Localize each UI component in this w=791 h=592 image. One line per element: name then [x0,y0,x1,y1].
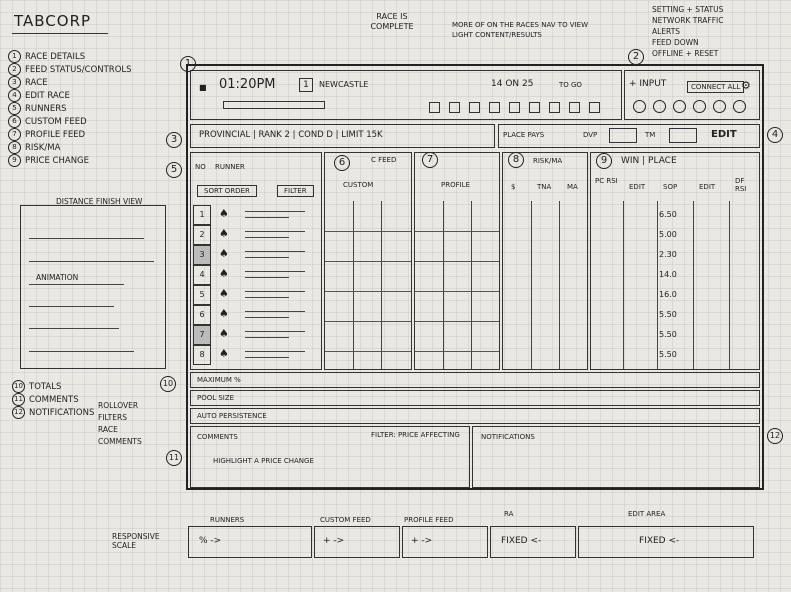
marker-9: 9 [596,153,612,169]
sop-values [659,205,693,365]
scale-head: RA [504,510,514,518]
totals-label: MAXIMUM % [197,376,241,384]
feed-indicator[interactable] [693,100,706,113]
win-col: EDIT [699,183,716,191]
legend-secondary [12,380,94,419]
runners-header-name: RUNNER [215,163,245,171]
comments-panel [190,426,470,488]
scale-cell: % -> [188,526,312,558]
runner-silk-icon: ♠ [219,307,229,320]
marker-12: 12 [767,428,783,444]
runner-silk-icon: ♠ [219,327,229,340]
tm-label: TM [645,131,656,139]
dvp-label: DVP [583,131,598,139]
settings-note: SETTING + STATUS NETWORK TRAFFIC ALERTS FEED DOWN OFFLINE + RESET [652,5,724,58]
legend-item: 3 RACE [8,76,132,89]
runner-silk-icon: ♠ [219,227,229,240]
runner-silk-icon: ♠ [219,267,229,280]
race-nav-button[interactable] [449,102,460,113]
marker-11: 11 [166,450,182,466]
risk-col: MA [567,183,578,191]
sop-value[interactable]: 5.50 [659,310,677,319]
profile-feed-panel [414,152,500,370]
race-nav-button[interactable] [569,102,580,113]
custom-feed-panel [324,152,412,370]
legend-item: 9 PRICE CHANGE [8,154,132,167]
notifications-title: NOTIFICATIONS [481,433,535,441]
race-details-panel [190,70,622,120]
edit-race-panel [498,124,760,148]
runner-silk-icon: ♠ [219,247,229,260]
scale-cell: FIXED <- [490,526,576,558]
legend-item: 5 RUNNERS [8,102,132,115]
responsive-scale-label: RESPONSIVE SCALE [112,532,160,550]
marker-4: 4 [767,127,783,143]
custom-feed-title: C FEED [371,156,397,164]
legend-item: 12 NOTIFICATIONS [12,406,94,419]
runner-row[interactable]: 3 ♠ [193,245,319,265]
marker-2: 2 [628,49,644,65]
race-nav-button[interactable] [489,102,500,113]
scale-cell: FIXED <- [578,526,754,558]
win-col: EDIT [629,183,646,191]
runner-silk-icon: ♠ [219,287,229,300]
sop-value[interactable]: 5.00 [659,230,677,239]
animation-note: ANIMATION [36,273,79,282]
totals-label: AUTO PERSISTENCE [197,412,267,420]
race-info-text: PROVINCIAL | RANK 2 | COND D | LIMIT 15K [199,130,383,140]
sort-order-button[interactable]: SORT ORDER [197,185,257,197]
comment-item[interactable]: HIGHLIGHT A PRICE CHANGE [213,457,314,465]
place-pays-label: PLACE PAYS [503,131,545,139]
feed-indicator[interactable] [653,100,666,113]
runners-panel [190,152,322,370]
marker-8: 8 [508,152,524,168]
legend-sub-list: ROLLOVER FILTERS RACE COMMENTS [98,401,142,446]
sop-value[interactable]: 5.50 [659,330,677,339]
race-info-panel [190,124,495,148]
scale-cell: + -> [402,526,488,558]
marker-10: 10 [160,376,176,392]
runner-row[interactable]: 8 ♠ [193,345,319,365]
legend-item: 4 EDIT RACE [8,89,132,102]
notifications-panel [472,426,760,488]
price-change-panel [590,152,760,370]
legend-item: 6 CUSTOM FEED [8,115,132,128]
runner-silk-icon: ♠ [219,207,229,220]
scale-head: CUSTOM FEED [320,516,371,524]
race-countdown[interactable]: 14 ON 25 [491,79,534,89]
edit-button[interactable]: EDIT [711,129,737,140]
sop-value[interactable]: 5.50 [659,350,677,359]
filter-button[interactable]: FILTER [277,185,314,197]
sop-value[interactable]: 14.0 [659,270,677,279]
feed-indicator[interactable] [733,100,746,113]
more-on-note: MORE OF ON THE RACES NAV TO VIEW LIGHT CONTENT/RESULTS [452,21,589,39]
legend-item: 7 PROFILE FEED [8,128,132,141]
connect-all-button[interactable]: CONNECT ALL [687,81,744,93]
totals-row [190,390,760,406]
scale-cell: + -> [314,526,400,558]
race-progress-bar [223,101,325,109]
venue-name: NEWCASTLE [319,80,369,89]
distance-finish-note: DISTANCE FINISH VIEW [56,197,143,206]
sop-value[interactable]: 16.0 [659,290,677,299]
marker-6: 6 [334,155,350,171]
race-nav-button[interactable] [469,102,480,113]
sop-value[interactable]: 6.50 [659,210,677,219]
race-countdown-sub: TO GO [559,81,582,89]
risk-col: TNA [537,183,552,191]
feed-indicator[interactable] [673,100,686,113]
win-col: DF RSI [735,177,747,193]
tm-input[interactable] [669,128,697,143]
title-underline [12,33,108,34]
venue-number: 1 [299,78,313,92]
legend-item: 11 COMMENTS [12,393,94,406]
legend-item: 8 RISK/MA [8,141,132,154]
custom-feed-sub: CUSTOM [343,181,374,189]
marker-7: 7 [422,152,438,168]
marker-1: 1 [180,56,196,72]
win-col: SOP [663,183,678,191]
runner-row[interactable]: 2 ♠ [193,225,319,245]
custom-feed-grid [325,201,411,369]
legend-item: 10 TOTALS [12,380,94,393]
comments-title: COMMENTS [197,433,238,441]
settings-gear-icon[interactable]: ⚙ [741,79,751,92]
race-icon: ■ [199,83,207,92]
race-nav-button[interactable] [509,102,520,113]
runner-row[interactable]: 6 ♠ [193,305,319,325]
feed-indicator[interactable] [633,100,646,113]
runner-row[interactable]: 4 ♠ [193,265,319,285]
legend-item: 1 RACE DETAILS [8,50,132,63]
runner-row[interactable]: 7 ♠ [193,325,319,345]
runner-row[interactable]: 5 ♠ [193,285,319,305]
scale-head: EDIT AREA [628,510,666,518]
risk-ma-grid [503,201,587,369]
runner-row[interactable]: 1 ♠ [193,205,319,225]
race-time: 01:20PM [219,77,276,92]
app-title: TABCORP [14,12,92,30]
legend [8,50,132,167]
risk-ma-panel [502,152,588,370]
feed-add-button[interactable]: + INPUT [629,79,667,89]
dvp-input[interactable] [609,128,637,143]
risk-col: $ [511,183,516,191]
marker-5: 5 [166,162,182,178]
sop-value[interactable]: 2.30 [659,250,677,259]
race-nav-button[interactable] [529,102,540,113]
totals-label: POOL SIZE [197,394,235,402]
feed-indicator[interactable] [713,100,726,113]
win-col: PC RSI [595,177,618,185]
profile-feed-grid [415,201,499,369]
distance-finish-panel [20,205,166,369]
runner-silk-icon: ♠ [219,347,229,360]
totals-row [190,372,760,388]
totals-row [190,408,760,424]
runners-header-no: NO [195,163,206,171]
risk-ma-title: RISK/MA [533,157,563,165]
race-complete-note: RACE IS COMPLETE [370,12,414,31]
scale-head: RUNNERS [210,516,245,524]
legend-item: 2 FEED STATUS/CONTROLS [8,63,132,76]
win-place-title: WIN | PLACE [621,156,677,166]
race-nav-button[interactable] [589,102,600,113]
scale-head: PROFILE FEED [404,516,454,524]
comments-filter[interactable]: FILTER: PRICE AFFECTING [371,431,460,439]
race-nav-button[interactable] [429,102,440,113]
profile-feed-title: PROFILE [441,181,471,189]
race-nav-button[interactable] [549,102,560,113]
marker-3: 3 [166,132,182,148]
feed-status-panel [624,70,760,120]
